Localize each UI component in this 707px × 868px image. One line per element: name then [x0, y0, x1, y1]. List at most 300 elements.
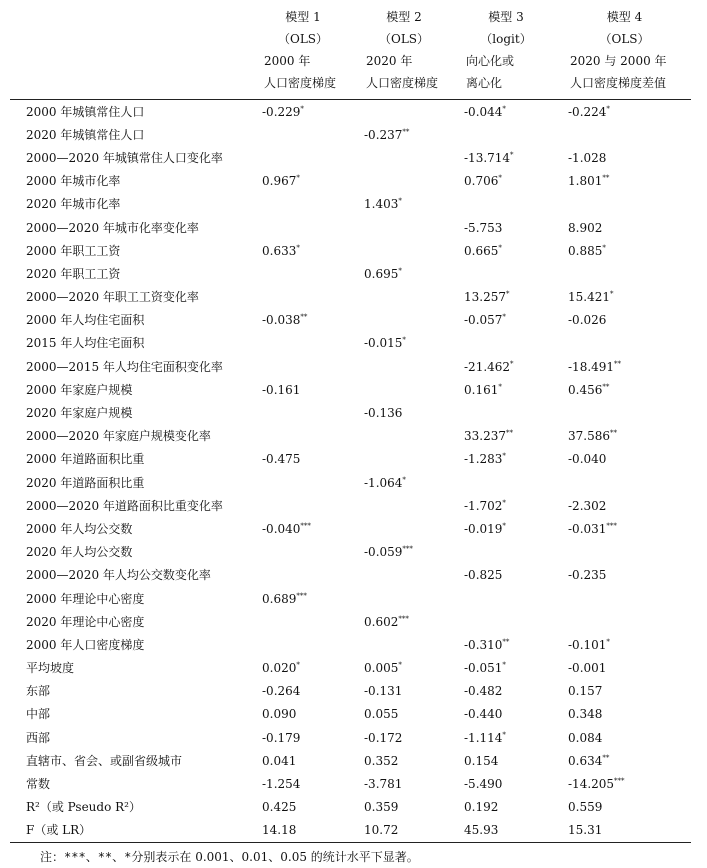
coefficient-cell — [354, 123, 454, 146]
coefficient-cell — [252, 355, 354, 378]
coefficient-cell — [454, 703, 558, 726]
coefficient-value: -18.491 — [568, 359, 615, 374]
coefficient-cell — [252, 726, 354, 749]
coefficient-cell — [454, 796, 558, 819]
coefficient-cell — [454, 587, 558, 610]
coefficient-value: -0.131 — [364, 684, 403, 699]
coefficient-cell — [252, 309, 354, 332]
coefficient-value: -0.038 — [262, 313, 301, 328]
coefficient-cell — [454, 448, 558, 471]
variable-label: 2000—2020 年职工工资变化率 — [26, 290, 199, 305]
variable-label: 2020 年理论中心密度 — [26, 614, 145, 629]
coefficient-value: -5.490 — [464, 777, 503, 792]
coefficient-cell — [454, 378, 558, 401]
model-dependent-line-1: 2020 与 2000 年 — [570, 54, 667, 68]
coefficient-cell — [454, 564, 558, 587]
table-row — [10, 309, 691, 332]
variable-label: 平均坡度 — [26, 661, 75, 676]
coefficient-value: 1.403 — [364, 197, 399, 212]
coefficient-value: 0.161 — [464, 382, 499, 397]
coefficient-value: -0.040 — [568, 452, 607, 467]
coefficient-cell — [558, 378, 691, 401]
coefficient-value: -0.136 — [364, 406, 403, 421]
coefficient-value: -0.059 — [364, 545, 403, 560]
model-dependent-line-1: 2000 年 — [264, 54, 311, 68]
coefficient-value: -3.781 — [364, 777, 403, 792]
coefficient-cell — [558, 541, 691, 564]
coefficient-cell — [558, 239, 691, 262]
significance-stars: ** — [602, 382, 610, 391]
table-row — [10, 680, 691, 703]
coefficient-value: 0.695 — [364, 266, 399, 281]
variable-label: 2000—2020 年人均公交数变化率 — [26, 568, 211, 583]
coefficient-value: -0.057 — [464, 313, 503, 328]
significance-stars: * — [498, 174, 502, 183]
coefficient-cell — [252, 796, 354, 819]
significance-stars: *** — [606, 521, 617, 530]
coefficient-value: -1.283 — [464, 452, 503, 467]
coefficient-cell — [252, 286, 354, 309]
significance-stars: ** — [610, 429, 617, 438]
coefficient-cell — [252, 471, 354, 494]
table-row — [10, 123, 691, 146]
significance-stars: * — [502, 452, 506, 461]
coefficient-cell — [558, 448, 691, 471]
coefficient-cell — [252, 633, 354, 656]
coefficient-cell — [252, 262, 354, 285]
variable-label: 东部 — [26, 684, 51, 699]
coefficient-value: -13.714 — [464, 150, 511, 165]
coefficient-value: -1.028 — [568, 150, 607, 165]
coefficient-cell — [454, 726, 558, 749]
coefficient-value: 0.633 — [262, 243, 297, 258]
coefficient-cell — [252, 541, 354, 564]
significance-stars: * — [502, 313, 506, 322]
coefficient-cell — [558, 587, 691, 610]
coefficient-value: -0.440 — [464, 707, 503, 722]
coefficient-value: 0.885 — [568, 243, 603, 258]
coefficient-cell — [252, 657, 354, 680]
coefficient-value: -0.172 — [364, 730, 403, 745]
coefficient-cell — [558, 123, 691, 146]
coefficient-cell — [354, 100, 454, 124]
coefficient-value: -0.026 — [568, 313, 607, 328]
coefficient-cell — [454, 494, 558, 517]
coefficient-value: 0.602 — [364, 614, 399, 629]
significance-stars: ** — [300, 313, 308, 322]
header-model-1 — [252, 6, 354, 100]
coefficient-value: 8.902 — [568, 220, 603, 235]
model-dependent-line-2: 人口密度梯度差值 — [570, 76, 667, 90]
significance-stars: ** — [502, 637, 510, 646]
variable-label: 2000—2020 年家庭户规模变化率 — [26, 429, 211, 444]
coefficient-cell — [354, 610, 454, 633]
significance-stars: ** — [602, 753, 610, 762]
coefficient-cell — [354, 401, 454, 424]
coefficient-value: -0.044 — [464, 104, 503, 119]
coefficient-cell — [354, 517, 454, 540]
table-row — [10, 819, 691, 843]
coefficient-cell — [454, 610, 558, 633]
coefficient-value: 0.020 — [262, 661, 297, 676]
table-footnote — [40, 848, 419, 865]
header-row — [10, 6, 691, 100]
coefficient-cell — [252, 100, 354, 124]
model-title: 模型 3 — [488, 10, 524, 24]
table-row — [10, 587, 691, 610]
significance-stars: ** — [602, 174, 610, 183]
model-title: 模型 4 — [606, 10, 643, 24]
coefficient-value: 15.421 — [568, 290, 610, 305]
coefficient-cell — [558, 286, 691, 309]
table-row — [10, 657, 691, 680]
table-row — [10, 100, 691, 124]
coefficient-value: -14.205 — [568, 777, 615, 792]
coefficient-value: 0.154 — [464, 753, 499, 768]
coefficient-cell — [354, 471, 454, 494]
coefficient-value: -0.264 — [262, 684, 301, 699]
coefficient-cell — [558, 425, 691, 448]
header-model-4 — [558, 6, 691, 100]
significance-stars: * — [398, 197, 402, 206]
variable-label: 2000—2020 年城镇常住人口变化率 — [26, 150, 223, 165]
coefficient-value: -0.015 — [364, 336, 403, 351]
coefficient-cell — [558, 471, 691, 494]
variable-label: 2020 年城市化率 — [26, 197, 121, 212]
significance-stars: * — [502, 730, 506, 739]
model-title: 模型 2 — [386, 10, 422, 24]
coefficient-cell — [354, 193, 454, 216]
coefficient-cell — [454, 657, 558, 680]
coefficient-value: -0.101 — [568, 637, 607, 652]
coefficient-value: 0.055 — [364, 707, 399, 722]
variable-label: 2000—2020 年城市化率变化率 — [26, 220, 199, 235]
significance-stars: * — [602, 243, 606, 252]
coefficient-value: 0.665 — [464, 243, 499, 258]
coefficient-cell — [454, 216, 558, 239]
model-dependent-line-2: 人口密度梯度 — [366, 76, 439, 90]
coefficient-cell — [354, 448, 454, 471]
significance-stars: * — [502, 661, 506, 670]
significance-stars: * — [610, 290, 614, 299]
coefficient-cell — [558, 216, 691, 239]
coefficient-value: -0.224 — [568, 104, 607, 119]
coefficient-value: 0.425 — [262, 800, 297, 815]
variable-label: 2015 年人均住宅面积 — [26, 336, 145, 351]
coefficient-value: 0.634 — [568, 753, 603, 768]
significance-stars: *** — [296, 591, 307, 600]
variable-label: 2020 年家庭户规模 — [26, 406, 133, 421]
table-row — [10, 378, 691, 401]
coefficient-cell — [252, 494, 354, 517]
significance-stars: *** — [300, 521, 311, 530]
coefficient-cell — [454, 401, 558, 424]
table-row — [10, 448, 691, 471]
coefficient-cell — [252, 123, 354, 146]
coefficient-cell — [252, 587, 354, 610]
coefficient-value: -0.031 — [568, 521, 607, 536]
coefficient-cell — [354, 564, 454, 587]
coefficient-cell — [354, 309, 454, 332]
coefficient-cell — [454, 680, 558, 703]
significance-stars: *** — [402, 545, 413, 554]
coefficient-cell — [252, 146, 354, 169]
coefficient-cell — [454, 517, 558, 540]
variable-label: 2000 年城镇常住人口 — [10, 100, 252, 124]
significance-stars: *** — [398, 614, 409, 623]
coefficient-value: 0.041 — [262, 753, 297, 768]
coefficient-value: -1.254 — [262, 777, 301, 792]
coefficient-cell — [354, 425, 454, 448]
header-model-3 — [454, 6, 558, 100]
coefficient-cell — [354, 170, 454, 193]
variable-label: 2000 年家庭户规模 — [26, 382, 133, 397]
coefficient-cell — [558, 749, 691, 772]
variable-label: 2000—2015 年人均住宅面积变化率 — [26, 359, 223, 374]
variable-label: 2020 年道路面积比重 — [26, 475, 145, 490]
variable-label: 常数 — [26, 777, 51, 792]
coefficient-cell — [454, 170, 558, 193]
coefficient-cell — [558, 494, 691, 517]
coefficient-cell — [558, 332, 691, 355]
significance-stars: * — [502, 498, 506, 507]
variable-label: 2000 年人口密度梯度 — [26, 637, 145, 652]
variable-label: 2020 年城镇常住人口 — [26, 127, 145, 142]
significance-stars: * — [510, 150, 514, 159]
coefficient-cell — [354, 680, 454, 703]
coefficient-cell — [454, 100, 558, 124]
variable-label: 2000—2020 年道路面积比重变化率 — [26, 498, 223, 513]
coefficient-cell — [354, 541, 454, 564]
model-dependent-line-2: 人口密度梯度 — [264, 76, 337, 90]
significance-stars: * — [402, 475, 406, 484]
coefficient-cell — [354, 772, 454, 795]
coefficient-value: -1.114 — [464, 730, 503, 745]
coefficient-cell — [252, 680, 354, 703]
significance-stars: * — [296, 174, 300, 183]
table-row — [10, 517, 691, 540]
coefficient-cell — [354, 146, 454, 169]
coefficient-cell — [558, 309, 691, 332]
coefficient-cell — [558, 401, 691, 424]
table-header — [10, 6, 691, 100]
coefficient-cell — [252, 170, 354, 193]
coefficient-cell — [558, 564, 691, 587]
coefficient-cell — [252, 239, 354, 262]
footnote-text: 分别表示在 0.001、0.01、0.05 的统计水平下显著。 — [131, 850, 419, 864]
coefficient-cell — [252, 564, 354, 587]
coefficient-value: 0.706 — [464, 174, 499, 189]
coefficient-cell — [354, 587, 454, 610]
coefficient-cell — [354, 378, 454, 401]
coefficient-value: -0.825 — [464, 568, 503, 583]
model-method: （OLS） — [599, 32, 650, 46]
coefficient-value: 37.586 — [568, 429, 610, 444]
coefficient-cell — [558, 633, 691, 656]
significance-stars: * — [398, 661, 402, 670]
coefficient-cell — [354, 703, 454, 726]
coefficient-cell — [454, 355, 558, 378]
significance-stars: * — [606, 104, 610, 113]
table-row — [10, 541, 691, 564]
footnote-stars: ***、**、* — [64, 850, 132, 864]
significance-stars: * — [510, 359, 514, 368]
coefficient-cell — [354, 494, 454, 517]
significance-stars: * — [498, 243, 502, 252]
coefficient-value: -0.229 — [262, 104, 301, 119]
coefficient-value: -0.019 — [464, 521, 503, 536]
coefficient-cell — [354, 216, 454, 239]
coefficient-cell — [252, 610, 354, 633]
coefficient-cell — [252, 703, 354, 726]
coefficient-cell — [454, 309, 558, 332]
table-row — [10, 494, 691, 517]
coefficient-value: -0.237 — [364, 127, 403, 142]
coefficient-cell — [558, 146, 691, 169]
coefficient-value: 1.801 — [568, 174, 603, 189]
coefficient-cell — [558, 819, 691, 843]
model-dependent-line-1: 向心化或 — [466, 54, 515, 68]
coefficient-cell — [252, 216, 354, 239]
coefficient-cell — [454, 193, 558, 216]
table-row — [10, 772, 691, 795]
coefficient-cell — [354, 749, 454, 772]
coefficient-value: -0.235 — [568, 568, 607, 583]
coefficient-cell — [354, 819, 454, 843]
coefficient-cell — [354, 355, 454, 378]
coefficient-value: 0.352 — [364, 753, 399, 768]
coefficient-cell — [558, 657, 691, 680]
significance-stars: ** — [614, 359, 622, 368]
coefficient-cell — [454, 262, 558, 285]
significance-stars: * — [296, 661, 300, 670]
significance-stars: * — [398, 266, 402, 275]
coefficient-cell — [354, 633, 454, 656]
coefficient-cell — [558, 100, 691, 124]
table-row — [10, 355, 691, 378]
coefficient-cell — [558, 772, 691, 795]
coefficient-cell — [354, 796, 454, 819]
coefficient-cell — [354, 239, 454, 262]
table-row — [10, 401, 691, 424]
table-row — [10, 796, 691, 819]
coefficient-cell — [252, 378, 354, 401]
variable-label: 2000 年职工工资 — [26, 243, 121, 258]
coefficient-value: 14.18 — [262, 823, 297, 838]
significance-stars: * — [506, 290, 510, 299]
coefficient-value: -1.064 — [364, 475, 403, 490]
model-method: （OLS） — [277, 32, 329, 46]
significance-stars: ** — [506, 429, 513, 438]
variable-label: 2000 年人均公交数 — [26, 521, 133, 536]
coefficient-cell — [454, 239, 558, 262]
coefficient-cell — [558, 610, 691, 633]
coefficient-cell — [252, 193, 354, 216]
coefficient-value: -2.302 — [568, 498, 607, 513]
variable-label: 西部 — [26, 730, 51, 745]
coefficient-cell — [252, 425, 354, 448]
coefficient-cell — [558, 262, 691, 285]
variable-label: 2000 年道路面积比重 — [26, 452, 145, 467]
table-row — [10, 146, 691, 169]
model-method: （logit） — [480, 32, 532, 46]
coefficient-cell — [454, 123, 558, 146]
coefficient-cell — [558, 170, 691, 193]
table-row — [10, 193, 691, 216]
coefficient-value: -0.051 — [464, 661, 503, 676]
coefficient-value: 0.005 — [364, 661, 399, 676]
coefficient-value: 10.72 — [364, 823, 399, 838]
regression-table — [10, 6, 691, 843]
coefficient-cell — [454, 286, 558, 309]
coefficient-cell — [454, 425, 558, 448]
coefficient-value: 0.359 — [364, 800, 399, 815]
coefficient-cell — [558, 680, 691, 703]
model-method: （OLS） — [378, 32, 430, 46]
coefficient-value: 0.967 — [262, 174, 297, 189]
coefficient-value: -0.482 — [464, 684, 503, 699]
header-model-2 — [354, 6, 454, 100]
table-row — [10, 749, 691, 772]
coefficient-cell — [454, 772, 558, 795]
coefficient-cell — [252, 401, 354, 424]
coefficient-cell — [454, 633, 558, 656]
table-row — [10, 726, 691, 749]
table-row — [10, 471, 691, 494]
coefficient-value: 0.084 — [568, 730, 603, 745]
significance-stars: * — [402, 336, 406, 345]
variable-label: 中部 — [26, 707, 51, 722]
coefficient-cell — [252, 448, 354, 471]
coefficient-value: -0.161 — [262, 382, 301, 397]
coefficient-value: 0.157 — [568, 684, 603, 699]
coefficient-cell — [454, 471, 558, 494]
coefficient-cell — [252, 517, 354, 540]
variable-label: 直辖市、省会、或副省级城市 — [26, 753, 183, 768]
coefficient-cell — [454, 819, 558, 843]
significance-stars: * — [502, 521, 506, 530]
coefficient-cell — [252, 819, 354, 843]
model-title: 模型 1 — [285, 10, 321, 24]
variable-label: 2020 年人均公交数 — [26, 545, 133, 560]
coefficient-value: -0.040 — [262, 521, 301, 536]
variable-label: 2000 年人均住宅面积 — [26, 313, 145, 328]
significance-stars: * — [300, 104, 304, 113]
coefficient-cell — [558, 193, 691, 216]
coefficient-cell — [558, 726, 691, 749]
table-row — [10, 633, 691, 656]
footnote-prefix: 注： — [40, 850, 65, 864]
coefficient-value: 0.456 — [568, 382, 603, 397]
significance-stars: *** — [614, 777, 625, 786]
table-row — [10, 286, 691, 309]
variable-label: R²（或 Pseudo R²） — [26, 800, 141, 815]
coefficient-cell — [558, 355, 691, 378]
significance-stars: * — [296, 243, 300, 252]
coefficient-value: 0.689 — [262, 591, 297, 606]
coefficient-cell — [354, 726, 454, 749]
coefficient-cell — [558, 796, 691, 819]
coefficient-value: 0.192 — [464, 800, 499, 815]
coefficient-value: 45.93 — [464, 823, 499, 838]
significance-stars: * — [502, 104, 506, 113]
coefficient-cell — [252, 772, 354, 795]
coefficient-value: 0.559 — [568, 800, 603, 815]
variable-label: F（或 LR） — [10, 819, 252, 843]
coefficient-value: 0.348 — [568, 707, 603, 722]
table-row — [10, 425, 691, 448]
coefficient-cell — [558, 703, 691, 726]
